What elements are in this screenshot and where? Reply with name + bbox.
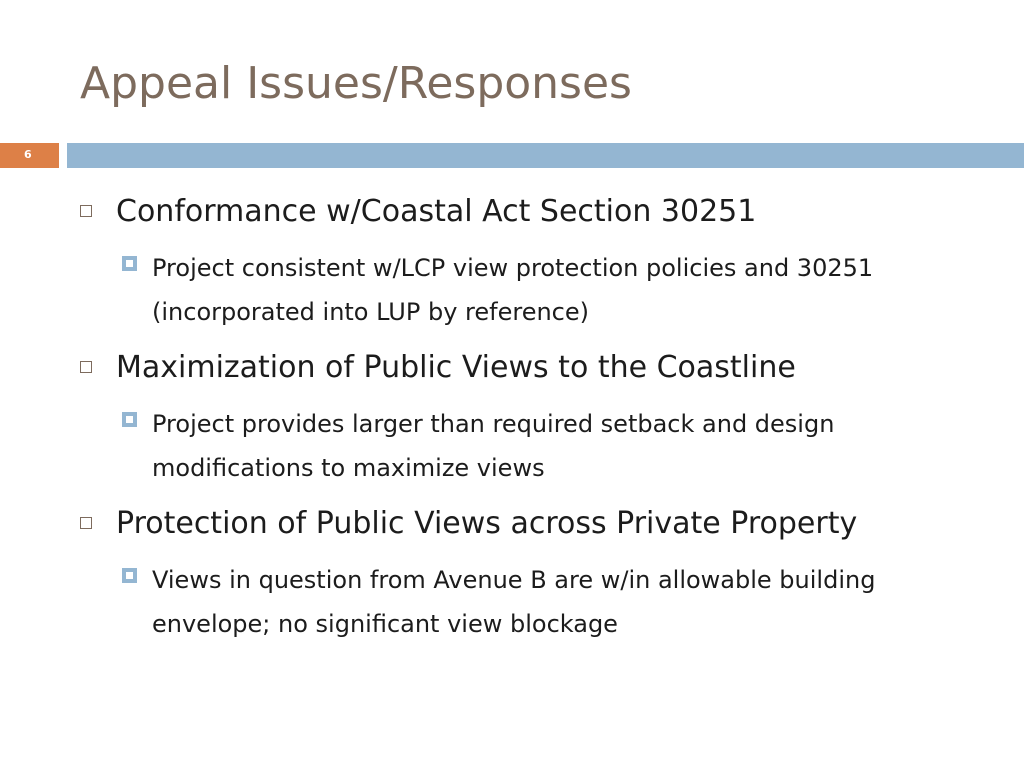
main-bullet-text: Conformance w/Coastal Act Section 30251 [116, 194, 757, 229]
main-bullet-text: Maximization of Public Views to the Coastline [116, 350, 796, 385]
filled-square-bullet-icon [122, 568, 137, 583]
slide-title: Appeal Issues/Responses [80, 58, 632, 109]
page-number: 6 [24, 148, 32, 161]
filled-square-bullet-icon [122, 412, 137, 427]
square-bullet-icon [80, 361, 92, 373]
square-bullet-icon [80, 517, 92, 529]
sub-bullet-text: Views in question from Avenue B are w/in allowable building envelope; no significant view blockage [152, 566, 876, 638]
square-bullet-icon [80, 205, 92, 217]
sub-bullet-text: Project consistent w/LCP view protection policies and 30251 (incorporated into LUP by reference) [152, 254, 874, 326]
filled-square-bullet-icon [122, 256, 137, 271]
sub-bullet-text: Project provides larger than required setback and design modifications to maximize views [152, 410, 835, 482]
main-bullet-text: Protection of Public Views across Private Property [116, 506, 858, 541]
